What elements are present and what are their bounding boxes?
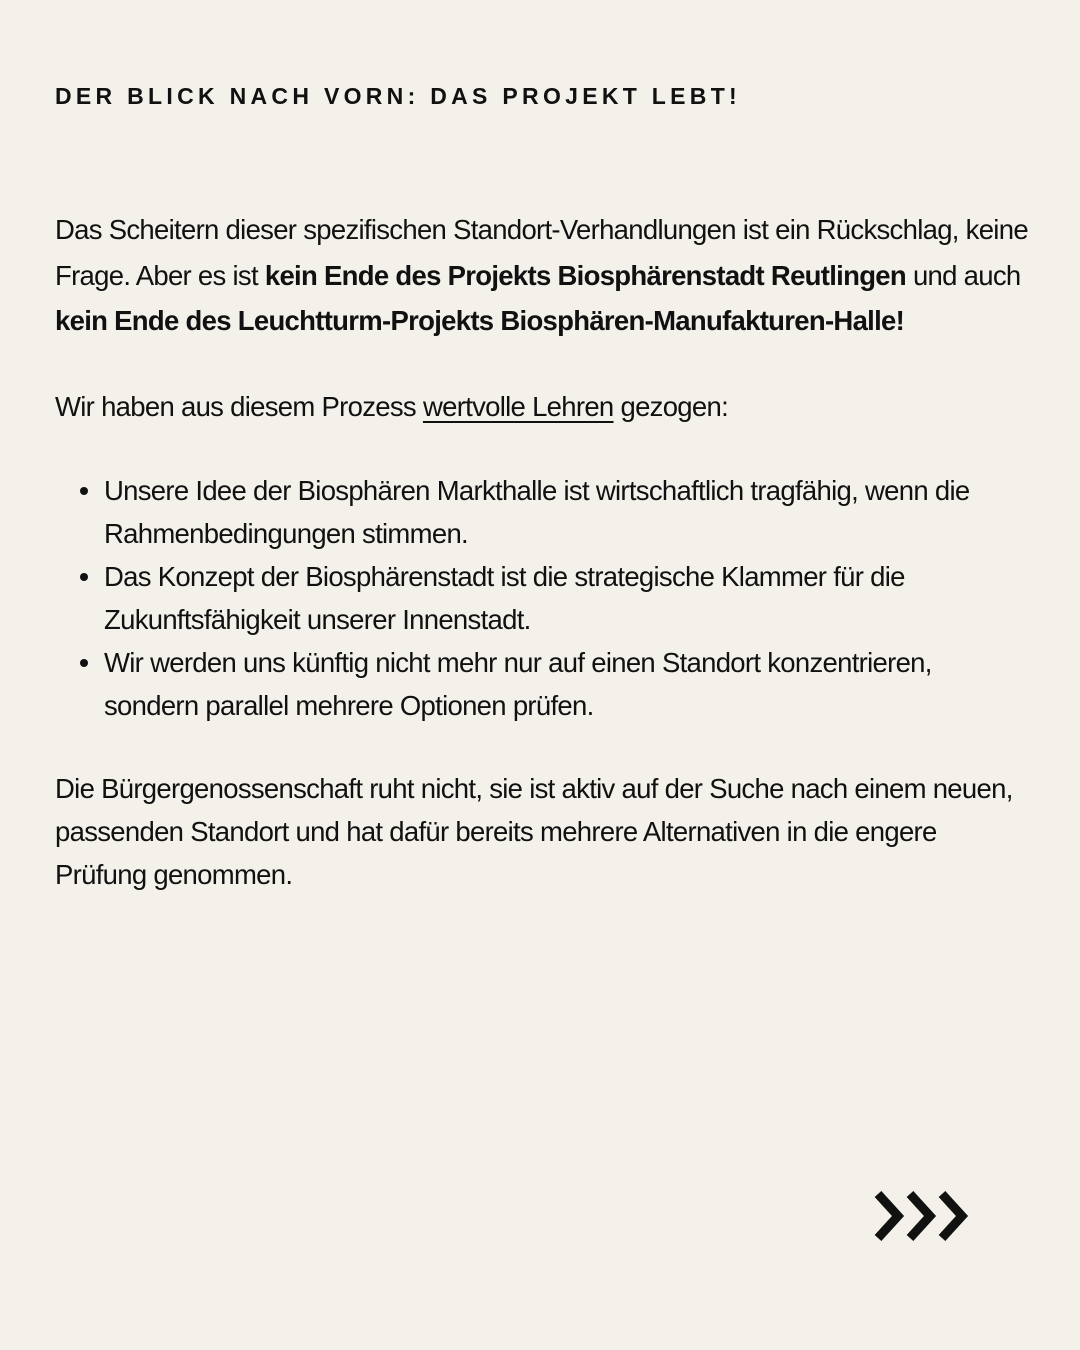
intro-bold-2: kein Ende des Leuchtturm-Projekts Biosphären-Manufakturen-Halle! [55, 305, 905, 337]
intro-text-1: Das Scheitern dieser spezifischen Standort-Verhandlungen ist ein Rückschlag, keine Frage. Aber es ist [55, 214, 1028, 291]
bullet-dot-icon [80, 573, 88, 581]
lessons-text-1: Wir haben aus diesem Prozess [55, 390, 423, 422]
page-heading: DER BLICK NACH VORN: DAS PROJEKT LEBT! [55, 83, 742, 109]
list-item-text: Wir werden uns künftig nicht mehr nur auf einen Standort konzentrieren, sondern parallel mehrere Optionen prüfen. [104, 647, 932, 722]
closing-paragraph: Die Bürgergenossenschaft ruht nicht, sie ist aktiv auf der Suche nach einem neuen, passenden Standort und hat dafür bereits mehrere Alternativen in die engere Prüfung genommen. [55, 773, 1013, 891]
triple-chevron-right-icon[interactable] [874, 1190, 971, 1242]
lessons-text-2: gezogen: [613, 390, 729, 422]
intro-bold-1: kein Ende des Projekts Biosphärenstadt Reutlingen [264, 259, 906, 291]
lessons-list [55, 469, 1030, 727]
list-item [55, 555, 1030, 641]
lessons-underlined-text: wertvolle Lehren [422, 390, 614, 422]
list-item-text: Das Konzept der Biosphärenstadt ist die strategische Klammer für die Zukunftsfähigkeit unserer Innenstadt. [104, 561, 905, 636]
lessons-paragraph [55, 384, 1030, 430]
list-item [55, 469, 1030, 555]
list-item-text: Unsere Idee der Biosphären Markthalle ist wirtschaftlich tragfähig, wenn die Rahmenbedingungen stimmen. [104, 475, 970, 550]
intro-paragraph [55, 207, 1030, 344]
bullet-dot-icon [80, 487, 88, 495]
intro-text-2: und auch [906, 259, 1021, 291]
list-item [55, 641, 1030, 727]
content-body [55, 207, 1030, 896]
bullet-dot-icon [80, 659, 88, 667]
